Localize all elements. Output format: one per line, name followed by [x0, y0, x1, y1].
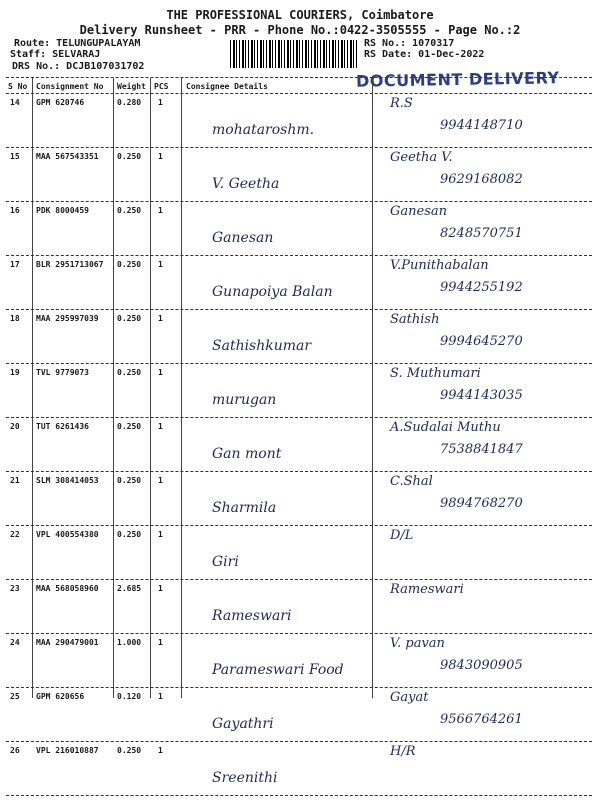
row-consignee-name: mohataroshm.	[212, 122, 315, 138]
row-phone: 9994645270	[440, 334, 523, 349]
row-signature: V. pavan	[390, 636, 445, 651]
row-signature: Ganesan	[390, 204, 447, 219]
row-divider	[6, 579, 592, 580]
row-consignment-no: BLR 2951713067	[36, 260, 104, 269]
row-phone: 9944143035	[440, 388, 523, 403]
row-divider	[6, 687, 592, 688]
col-consignment: Consignment No	[36, 82, 104, 91]
row-consignment-no: MAA 295997039	[36, 314, 99, 323]
row-consignee-name: Sathishkumar	[212, 338, 312, 354]
row-divider	[6, 147, 592, 148]
row-weight: 0.250	[117, 476, 142, 485]
drs-number: DRS No.: DCJB107031702	[12, 61, 145, 72]
row-weight: 2.685	[117, 584, 142, 593]
runsheet-subtitle: Delivery Runsheet - PRR - Phone No.:0422-3505555 - Page No.:2	[79, 23, 521, 37]
column-divider	[150, 78, 151, 698]
column-divider	[372, 78, 373, 698]
row-divider	[6, 525, 592, 526]
row-pcs: 1	[158, 314, 163, 323]
row-consignment-no: MAA 567543351	[36, 152, 99, 161]
row-divider	[6, 633, 592, 634]
staff-label: Staff: SELVARAJ	[10, 49, 101, 60]
col-consignee-details: Consignee Details	[186, 82, 268, 91]
row-signature: D/L	[390, 528, 414, 543]
column-divider	[113, 78, 114, 698]
row-consignee-name: Gan mont	[212, 446, 282, 462]
row-pcs: 1	[158, 746, 163, 755]
row-consignee-name: Gayathri	[212, 716, 274, 732]
row-signature: Sathish	[390, 312, 440, 327]
row-pcs: 1	[158, 476, 163, 485]
row-consignee-name: Giri	[212, 554, 239, 570]
row-signature: C.Shal	[390, 474, 433, 489]
row-pcs: 1	[158, 98, 163, 107]
row-divider	[6, 255, 592, 256]
row-consignment-no: GPM 620656	[36, 692, 85, 701]
row-sno: 19	[10, 368, 20, 377]
row-pcs: 1	[158, 422, 163, 431]
row-sno: 22	[10, 530, 20, 539]
row-consignee-name: Rameswari	[212, 608, 292, 624]
row-weight: 0.250	[117, 260, 142, 269]
row-consignment-no: VPL 400554380	[36, 530, 99, 539]
row-weight: 0.250	[117, 530, 142, 539]
row-signature: V.Punithabalan	[390, 258, 489, 273]
row-sno: 25	[10, 692, 20, 701]
row-consignment-no: VPL 216010887	[36, 746, 99, 755]
row-weight: 0.250	[117, 368, 142, 377]
row-pcs: 1	[158, 152, 163, 161]
row-phone: 9894768270	[440, 496, 523, 511]
row-divider	[6, 201, 592, 202]
row-sno: 14	[10, 98, 20, 107]
row-pcs: 1	[158, 368, 163, 377]
row-weight: 0.250	[117, 152, 142, 161]
row-sno: 18	[10, 314, 20, 323]
row-consignment-no: PDK 8000459	[36, 206, 89, 215]
row-divider	[6, 741, 592, 742]
column-divider	[181, 78, 182, 698]
header-top-rule	[6, 77, 592, 78]
row-sno: 26	[10, 746, 20, 755]
row-signature: S. Muthumari	[390, 366, 481, 381]
row-consignment-no: TVL 9779073	[36, 368, 89, 377]
header-bottom-rule	[6, 93, 592, 94]
rs-number: RS No.: 1070317	[364, 38, 455, 49]
row-divider	[6, 417, 592, 418]
row-pcs: 1	[158, 530, 163, 539]
row-pcs: 1	[158, 584, 163, 593]
row-sno: 20	[10, 422, 20, 431]
row-divider	[6, 363, 592, 364]
row-consignment-no: TUT 6261436	[36, 422, 89, 431]
col-sno: S No	[8, 82, 28, 91]
row-weight: 1.000	[117, 638, 142, 647]
row-phone: 9843090905	[440, 658, 523, 673]
row-consignment-no: GPM 620746	[36, 98, 85, 107]
route-label: Route: TELUNGUPALAYAM	[14, 38, 141, 49]
row-sno: 23	[10, 584, 20, 593]
row-divider	[6, 471, 592, 472]
row-signature: Rameswari	[390, 582, 464, 597]
row-pcs: 1	[158, 638, 163, 647]
row-signature: A.Sudalai Muthu	[390, 420, 501, 435]
row-weight: 0.250	[117, 206, 142, 215]
col-weight: Weight	[117, 82, 146, 91]
row-phone: 7538841847	[440, 442, 523, 457]
column-divider	[32, 78, 33, 698]
row-consignee-name: Ganesan	[212, 230, 274, 246]
row-signature: Gayat	[390, 690, 429, 705]
row-pcs: 1	[158, 206, 163, 215]
col-pcs: PCS	[154, 82, 169, 91]
row-consignee-name: Gunapoiya Balan	[212, 284, 333, 300]
row-signature: R.S	[390, 96, 413, 111]
row-divider	[6, 309, 592, 310]
row-phone: 9944255192	[440, 280, 523, 295]
row-signature: Geetha V.	[390, 150, 453, 165]
barcode	[230, 40, 358, 68]
company-title: THE PROFESSIONAL COURIERS, Coimbatore	[166, 8, 434, 22]
row-consignee-name: Parameswari Food	[212, 662, 344, 678]
row-sno: 17	[10, 260, 20, 269]
row-sno: 15	[10, 152, 20, 161]
row-consignee-name: V. Geetha	[212, 176, 280, 192]
row-weight: 0.250	[117, 422, 142, 431]
row-divider	[6, 795, 592, 796]
document-delivery-stamp: DOCUMENT DELIVERY	[355, 68, 560, 91]
row-phone: 8248570751	[440, 226, 523, 241]
row-consignee-name: Sharmila	[212, 500, 277, 516]
row-sno: 24	[10, 638, 20, 647]
row-sno: 16	[10, 206, 20, 215]
row-weight: 0.250	[117, 314, 142, 323]
row-consignee-name: Sreenithi	[212, 770, 278, 786]
row-weight: 0.120	[117, 692, 142, 701]
row-sno: 21	[10, 476, 20, 485]
row-consignment-no: MAA 290479001	[36, 638, 99, 647]
row-weight: 0.280	[117, 98, 142, 107]
row-consignee-name: murugan	[212, 392, 277, 408]
row-pcs: 1	[158, 692, 163, 701]
row-phone: 9944148710	[440, 118, 523, 133]
rs-date: RS Date: 01-Dec-2022	[364, 49, 485, 60]
row-consignment-no: MAA 568058960	[36, 584, 99, 593]
row-signature: H/R	[390, 744, 416, 759]
row-phone: 9566764261	[440, 712, 523, 727]
row-weight: 0.250	[117, 746, 142, 755]
row-pcs: 1	[158, 260, 163, 269]
row-phone: 9629168082	[440, 172, 523, 187]
row-consignment-no: SLM 308414053	[36, 476, 99, 485]
